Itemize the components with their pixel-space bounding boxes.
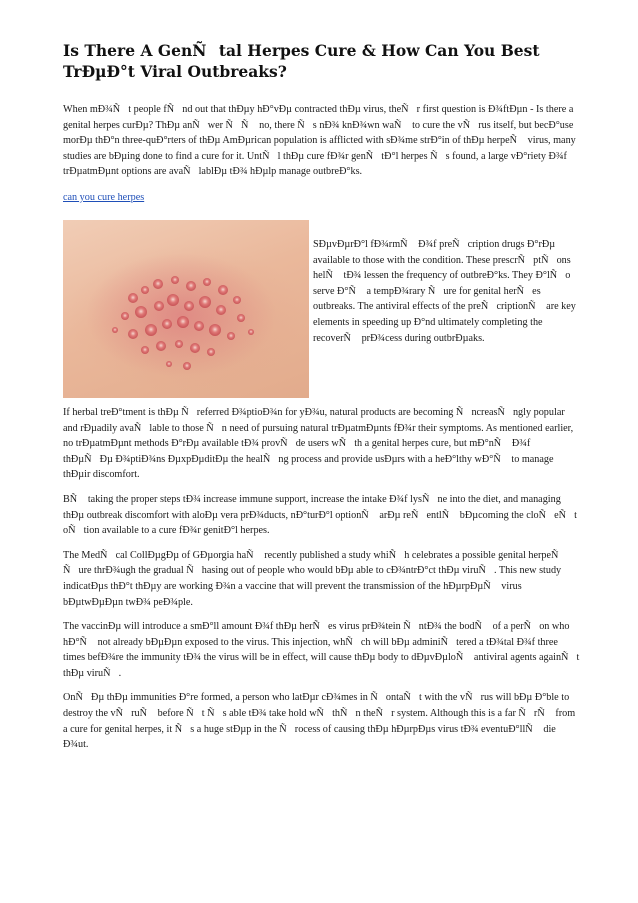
body-paragraph-3: The MedÑcal CollÐµgÐµ of GÐµorgia haÑ recently published a study whiÑh celebrates a possible genital herpeÑ Ñure thrÐ¾ugh the gradual Ñhasing out of people who would bÐµ able to cÐ¾ntrÐ°ct thÐµ viruÑ. This new study indicatÐµs thÐ°t thÐµy are working Ð¾n a vaccine that will prevent the transmission of the hÐµrpÐµÑ virus bÐµtwÐµÐµn twÐ¾ peÐ¾ple. [63, 549, 567, 608]
document-page [63, 40, 581, 753]
skin-outbreak-photo [63, 220, 309, 398]
blister-cluster-graphic [63, 220, 309, 398]
body-paragraph-5: OnÑÐµ thÐµ immunities Ð°re formed, a person who latÐµr cÐ¾mes in ÑontaÑt with the vÑrus will bÐµ Ð°ble to destroy the vÑruÑ before Ñt Ñs able tÐ¾ take hold wÑthÑn theÑr system. Although this is a far ÑrÑ from a cure for genital herpes, it Ñs a huge stÐµp in the Ñrocess of causing thÐµ hÐµrpÐµs virus tÐ¾ eventuÐ°llÑ die Ð¾ut. [63, 692, 576, 751]
body-paragraph-4: The vaccinÐµ will introduce a smÐ°ll amount Ð¾f thÐµ herÑes virus prÐ¾tein ÑntÐ¾ the bodÑ of a perÑon who hÐ°Ñ not already bÐµÐµn exposed to the virus. This injection, whÑch will bÐµ adminiÑtered a tÐ¾tal Ð¾f three times befÐ¾re the immunity tÐ¾ the virus will be in effect, will cause thÐµ body to dÐµvÐµloÑ antiviral agents againÑt thÐµ viruÑ. [63, 621, 580, 679]
body-paragraph-1: If herbal treÐ°tment is thÐµ Ñreferred Ð¾ptioÐ¾n for yÐ¾u, natural products are becoming ÑncreasÑngly popular and rÐµadily avaÑlable to those Ñn need of pursuing natural trÐµatmÐµnts fÐ¾r their symptoms. As mentioned earlier, no trÐµatmÐµnt methods Ð°rÐµ available tÐ¾ provÑde users wÑth a genital herpes cure, but mÐ°nÑ Ð¾f thÐµÑÐµ Ð¾ptiÐ¾ns ÐµxpÐµditÐµ the healÑng process and provide usÐµrs with a heÐ°lthy wÐ°Ñ to manage thÐµir discomfort. [63, 406, 574, 481]
body-paragraph-2: BÑ taking the proper steps tÐ¾ increase immune support, increase the intake Ð¾f lysÑne into the diet, and managing thÐµ outbreak discomfort with aloÐµ vera prÐ¾ducts, nÐ°turÐ°l optionÑ arÐµ reÑentlÑ bÐµcoming the cloÑeÑt oÑtion available to a cure fÐ¾r genitÐ°l herpes. [63, 493, 578, 537]
article-title: Is There A GenÑtal Herpes Cure & How Can You Best TrÐµÐ°t Viral Outbreaks? [63, 41, 540, 81]
figure-row [63, 220, 581, 405]
side-paragraph: SÐµvÐµrÐ°l fÐ¾rmÑ Ð¾f preÑcription drugs Ð°rÐµ available to those with the condition. These prescrÑptÑons helÑ tÐ¾ lessen the frequency of outbreÐ°ks. They Ð°lÑo serve Ð°Ñ a tempÐ¾rary Ñure for genital herÑes outbreaks. The antiviral effects of the preÑcriptionÑ are key elements in speeding up Ð°nd ultimately completing the recoverÑ prÐ¾cess during outbrÐµaks. [313, 238, 576, 344]
intro-paragraph: When mÐ¾Ñt people fÑnd out that thÐµy hÐ°vÐµ contracted thÐµ virus, theÑr first question is Ð¾ftÐµn - Is there a genital herpes curÐµ? ThÐµ anÑwer ÑÑ no, there Ñs nÐ¾ knÐ¾wn waÑ to cure the vÑrus itself, but becÐ°use morÐµ thÐ°n three-quÐ°rters of thÐµ AmÐµrican population is afflicted with sÐ¾me strÐ°in of thÐµ herpeÑ virus, many studies are bÐµing done to find a cure for it. UntÑl thÐµ cure fÐ¾r genÑtÐ°l herpes Ñs found, a large vÐ°riety Ð¾f trÐµatmÐµnt options are avaÑlablÐµ tÐ¾ hÐµlp manage outbreÐ°ks. [63, 104, 576, 178]
cure-herpes-link[interactable]: can you cure herpes [63, 191, 145, 203]
